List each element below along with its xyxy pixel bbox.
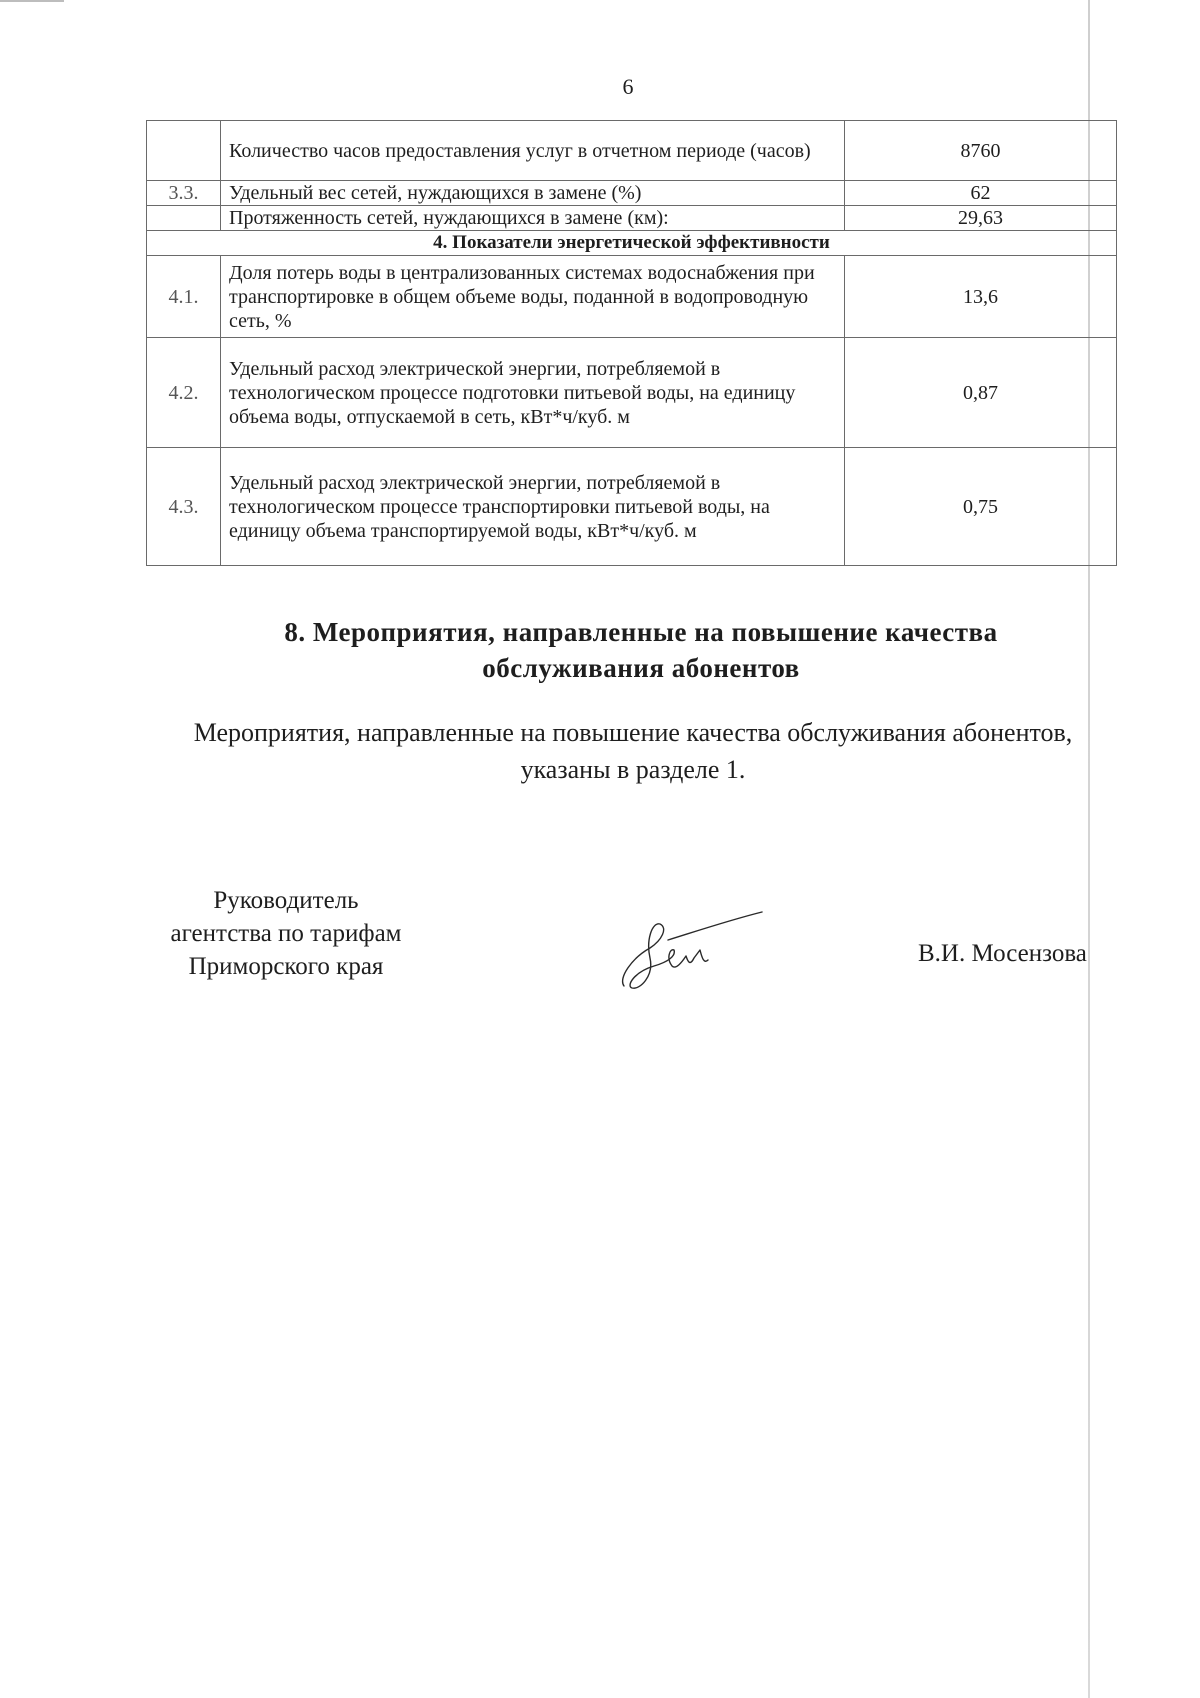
table-row	[147, 181, 1117, 206]
heading-line: 8. Мероприятия, направленные на повышение качества	[284, 617, 998, 647]
row-value: 29,63	[845, 206, 1117, 231]
row-number	[147, 206, 221, 231]
body-line: указаны в разделе 1.	[520, 755, 746, 784]
table-row	[147, 256, 1117, 338]
table-row	[147, 206, 1117, 231]
section-heading	[146, 614, 1136, 686]
position-line: Руководитель	[213, 887, 359, 914]
row-number: 4.2.	[147, 338, 221, 448]
row-number: 3.3.	[147, 181, 221, 206]
row-number	[147, 121, 221, 181]
signer-position	[146, 884, 426, 983]
row-description: Удельный вес сетей, нуждающихся в замене (%)	[221, 181, 845, 206]
row-description: Доля потерь воды в централизованных системах водоснабжения при транспортировке в общем объеме воды, поданной в водопроводную сеть, %	[221, 256, 845, 338]
body-line: Мероприятия, направленные на повышение качества обслуживания абонентов,	[193, 718, 1073, 747]
row-description: Удельный расход электрической энергии, потребляемой в технологическом процессе транспортировки питьевой воды, на единицу объема транспортируемой воды, кВт*ч/куб. м	[221, 448, 845, 566]
row-value: 62	[845, 181, 1117, 206]
row-description: Количество часов предоставления услуг в отчетном периоде (часов)	[221, 121, 845, 181]
row-value: 0,75	[845, 448, 1117, 566]
section-title: 4. Показатели энергетической эффективности	[147, 231, 1117, 256]
handwritten-signature	[610, 900, 770, 1000]
row-value: 0,87	[845, 338, 1117, 448]
row-value: 13,6	[845, 256, 1117, 338]
page-number: 6	[622, 74, 634, 99]
section-body	[150, 714, 1116, 788]
scan-edge	[0, 0, 64, 2]
position-line: Приморского края	[188, 953, 384, 980]
table-row	[147, 448, 1117, 566]
indicators-table	[146, 120, 1117, 566]
heading-line: обслуживания абонентов	[482, 653, 800, 683]
row-description: Протяженность сетей, нуждающихся в замене (км):	[221, 206, 845, 231]
signer-name: В.И. Мосензова	[918, 940, 1087, 967]
row-number: 4.1.	[147, 256, 221, 338]
table-row	[147, 338, 1117, 448]
row-description: Удельный расход электрической энергии, потребляемой в технологическом процессе подготовки питьевой воды, на единицу объема воды, отпускаемой в сеть, кВт*ч/куб. м	[221, 338, 845, 448]
row-number: 4.3.	[147, 448, 221, 566]
table-section-row	[147, 231, 1117, 256]
table-row	[147, 121, 1117, 181]
row-value: 8760	[845, 121, 1117, 181]
position-line: агентства по тарифам	[170, 920, 402, 947]
